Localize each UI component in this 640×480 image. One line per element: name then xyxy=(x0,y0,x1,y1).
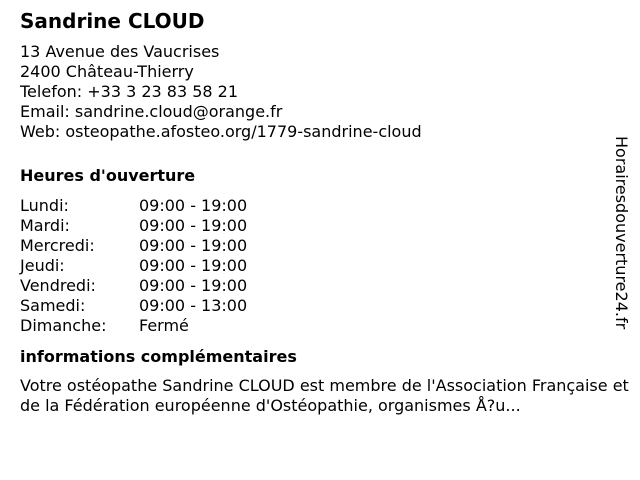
day-hours: 09:00 - 19:00 xyxy=(139,236,248,255)
additional-info-text: Votre ostéopathe Sandrine CLOUD est membre de l'Association Française et de la Fédération européenne d'Ostéopathie, organismes Å?u... xyxy=(20,376,629,415)
additional-info-heading: informations complémentaires xyxy=(20,347,297,366)
day-label: Mardi: xyxy=(20,216,70,235)
day-hours: Fermé xyxy=(139,316,189,335)
hours-row-saturday xyxy=(20,296,610,316)
day-label: Samedi: xyxy=(20,296,86,315)
opening-hours-table xyxy=(20,196,610,336)
day-label: Lundi: xyxy=(20,196,69,215)
contact-block xyxy=(20,42,610,142)
site-watermark: Horairesdouverture24.fr xyxy=(612,136,631,330)
address-street: 13 Avenue des Vaucrises xyxy=(20,42,220,61)
day-hours: 09:00 - 19:00 xyxy=(139,196,248,215)
business-name: Sandrine CLOUD xyxy=(20,9,205,33)
day-label: Jeudi: xyxy=(20,256,65,275)
opening-hours-heading: Heures d'ouverture xyxy=(20,166,196,185)
hours-row-sunday xyxy=(20,316,610,336)
website-link: Web: osteopathe.afosteo.org/1779-sandrine-cloud xyxy=(20,122,422,141)
email-address: Email: sandrine.cloud@orange.fr xyxy=(20,102,283,121)
day-label: Vendredi: xyxy=(20,276,96,295)
day-hours: 09:00 - 19:00 xyxy=(139,216,248,235)
hours-row-monday xyxy=(20,196,610,216)
address-city: 2400 Château-Thierry xyxy=(20,62,194,81)
day-hours: 09:00 - 13:00 xyxy=(139,296,248,315)
hours-row-thursday xyxy=(20,256,610,276)
day-hours: 09:00 - 19:00 xyxy=(139,256,248,275)
day-label: Mercredi: xyxy=(20,236,95,255)
day-hours: 09:00 - 19:00 xyxy=(139,276,248,295)
day-label: Dimanche: xyxy=(20,316,107,335)
hours-row-wednesday xyxy=(20,236,610,256)
hours-row-tuesday xyxy=(20,216,610,236)
phone-number: Telefon: +33 3 23 83 58 21 xyxy=(20,82,239,101)
hours-row-friday xyxy=(20,276,610,296)
